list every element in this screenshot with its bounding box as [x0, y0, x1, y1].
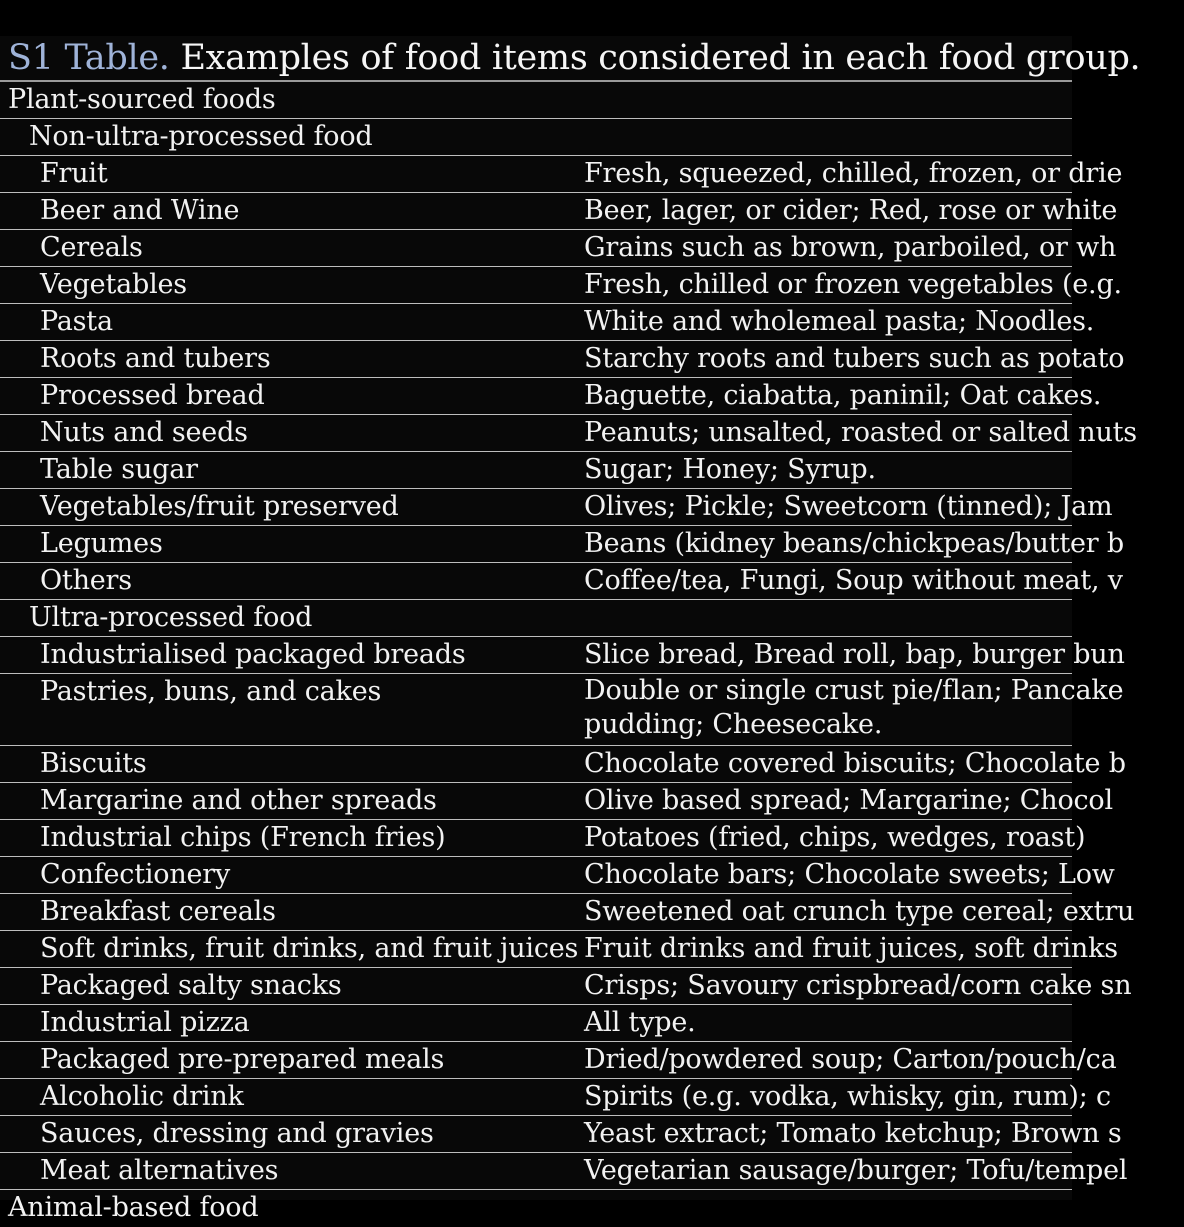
food-examples: Spirits (e.g. vodka, whisky, gin, rum); c [584, 1081, 1111, 1112]
food-group-name: Table sugar [40, 454, 198, 485]
table-row [0, 857, 1115, 894]
group-heading: Plant-sourced foods [8, 84, 276, 115]
food-examples: Starchy roots and tubers such as potato [584, 343, 1125, 374]
food-group-name: Industrialised packaged breads [40, 639, 466, 670]
food-examples: Slice bread, Bread roll, bap, burger bun [584, 639, 1125, 670]
food-group-name: Margarine and other spreads [40, 785, 437, 816]
food-group-name: Vegetables [40, 269, 187, 300]
food-group-name: Breakfast cereals [40, 896, 276, 927]
food-group-name: Vegetables/fruit preserved [40, 491, 399, 522]
table-row [0, 563, 1123, 600]
food-group-name: Biscuits [40, 748, 147, 779]
food-examples: Baguette, ciabatta, paninil; Oat cakes. [584, 380, 1102, 411]
food-group-name: Others [40, 565, 132, 596]
food-examples: Olives; Pickle; Sweetcorn (tinned); Jam [584, 491, 1113, 522]
table-row [0, 1005, 1072, 1042]
table-row [0, 894, 1135, 931]
food-group-name: Industrial pizza [40, 1007, 250, 1038]
food-examples: Fresh, chilled or frozen vegetables (e.g. [584, 269, 1122, 300]
food-examples: White and wholemeal pasta; Noodles. [584, 306, 1095, 337]
food-examples: Sweetened oat crunch type cereal; extru [584, 896, 1135, 927]
food-examples: Potatoes (fried, chips, wedges, roast) [584, 822, 1086, 853]
table-row [0, 378, 1102, 415]
table-row [0, 820, 1086, 857]
food-examples: Double or single crust pie/flan; Pancake pudding; Cheesecake. [584, 675, 1124, 740]
food-group-name: Roots and tubers [40, 343, 271, 374]
food-examples: Sugar; Honey; Syrup. [584, 454, 876, 485]
food-examples: Crisps; Savoury crispbread/corn cake sn [584, 970, 1132, 1001]
food-examples: Chocolate covered biscuits; Chocolate b [584, 748, 1126, 779]
food-examples: Beer, lager, or cider; Red, rose or white [584, 195, 1118, 226]
group-heading: Animal-based food [8, 1192, 259, 1223]
food-group-table [0, 82, 1137, 1227]
food-examples: Olive based spread; Margarine; Chocol [584, 785, 1113, 816]
food-examples: Beans (kidney beans/chickpeas/butter b [584, 528, 1124, 559]
food-examples: Chocolate bars; Chocolate sweets; Low [584, 859, 1115, 890]
food-group-name: Nuts and seeds [40, 417, 248, 448]
food-group-name: Processed bread [40, 380, 265, 411]
food-group-name: Soft drinks, fruit drinks, and fruit juices [40, 933, 579, 964]
food-group-name: Pastries, buns, and cakes [40, 676, 382, 707]
food-group-name: Confectionery [40, 859, 231, 890]
section-header-row [0, 82, 1072, 119]
table-row [0, 674, 1124, 746]
table-row [0, 1116, 1122, 1153]
top-black-band [0, 0, 1072, 36]
table-row [0, 968, 1132, 1005]
table-row [0, 267, 1122, 304]
food-examples: Vegetarian sausage/burger; Tofu/tempel [584, 1155, 1128, 1186]
subsection-header-row [0, 119, 1072, 156]
table-caption-title: Examples of food items considered in each food group. [180, 38, 1141, 78]
food-examples: All type. [584, 1007, 696, 1038]
food-group-name: Meat alternatives [40, 1155, 279, 1186]
document-page [0, 36, 1141, 1223]
food-examples: Coffee/tea, Fungi, Soup without meat, v [584, 565, 1123, 596]
table-row [0, 193, 1118, 230]
table-row [0, 1153, 1128, 1190]
group-heading: Ultra-processed food [29, 602, 313, 633]
food-group-name: Sauces, dressing and gravies [40, 1118, 434, 1149]
table-row [0, 489, 1113, 526]
food-group-name: Beer and Wine [40, 195, 240, 226]
table-row [0, 415, 1137, 452]
food-group-name: Cereals [40, 232, 143, 263]
table-row [0, 230, 1117, 267]
table-row [0, 304, 1095, 341]
table-row [0, 341, 1125, 378]
food-group-name: Alcoholic drink [40, 1081, 244, 1112]
food-group-name: Packaged salty snacks [40, 970, 342, 1001]
food-group-name: Industrial chips (French fries) [40, 822, 446, 853]
table-row [0, 1042, 1117, 1079]
table-row [0, 746, 1126, 783]
food-examples: Yeast extract; Tomato ketchup; Brown s [584, 1118, 1122, 1149]
food-examples: Dried/powdered soup; Carton/pouch/ca [584, 1044, 1117, 1075]
food-group-name: Pasta [40, 306, 113, 337]
food-examples: Fruit drinks and fruit juices, soft drinks [584, 933, 1118, 964]
food-group-name: Packaged pre-prepared meals [40, 1044, 445, 1075]
food-group-name: Legumes [40, 528, 163, 559]
table-caption-label: S1 Table. [8, 38, 170, 78]
table-row [0, 526, 1124, 563]
table-row [0, 783, 1113, 820]
table-row [0, 452, 1072, 489]
food-group-name: Fruit [40, 158, 108, 189]
table-row [0, 1079, 1111, 1116]
table-caption [8, 38, 1140, 78]
table-row [0, 637, 1125, 674]
table-row [0, 931, 1118, 968]
section-header-row [0, 1190, 1072, 1227]
subsection-header-row [0, 600, 1072, 637]
food-examples: Peanuts; unsalted, roasted or salted nuts [584, 417, 1137, 448]
food-examples: Grains such as brown, parboiled, or wh [584, 232, 1117, 263]
food-examples: Fresh, squeezed, chilled, frozen, or drie [584, 158, 1123, 189]
table-row [0, 156, 1123, 193]
group-heading: Non-ultra-processed food [29, 121, 373, 152]
